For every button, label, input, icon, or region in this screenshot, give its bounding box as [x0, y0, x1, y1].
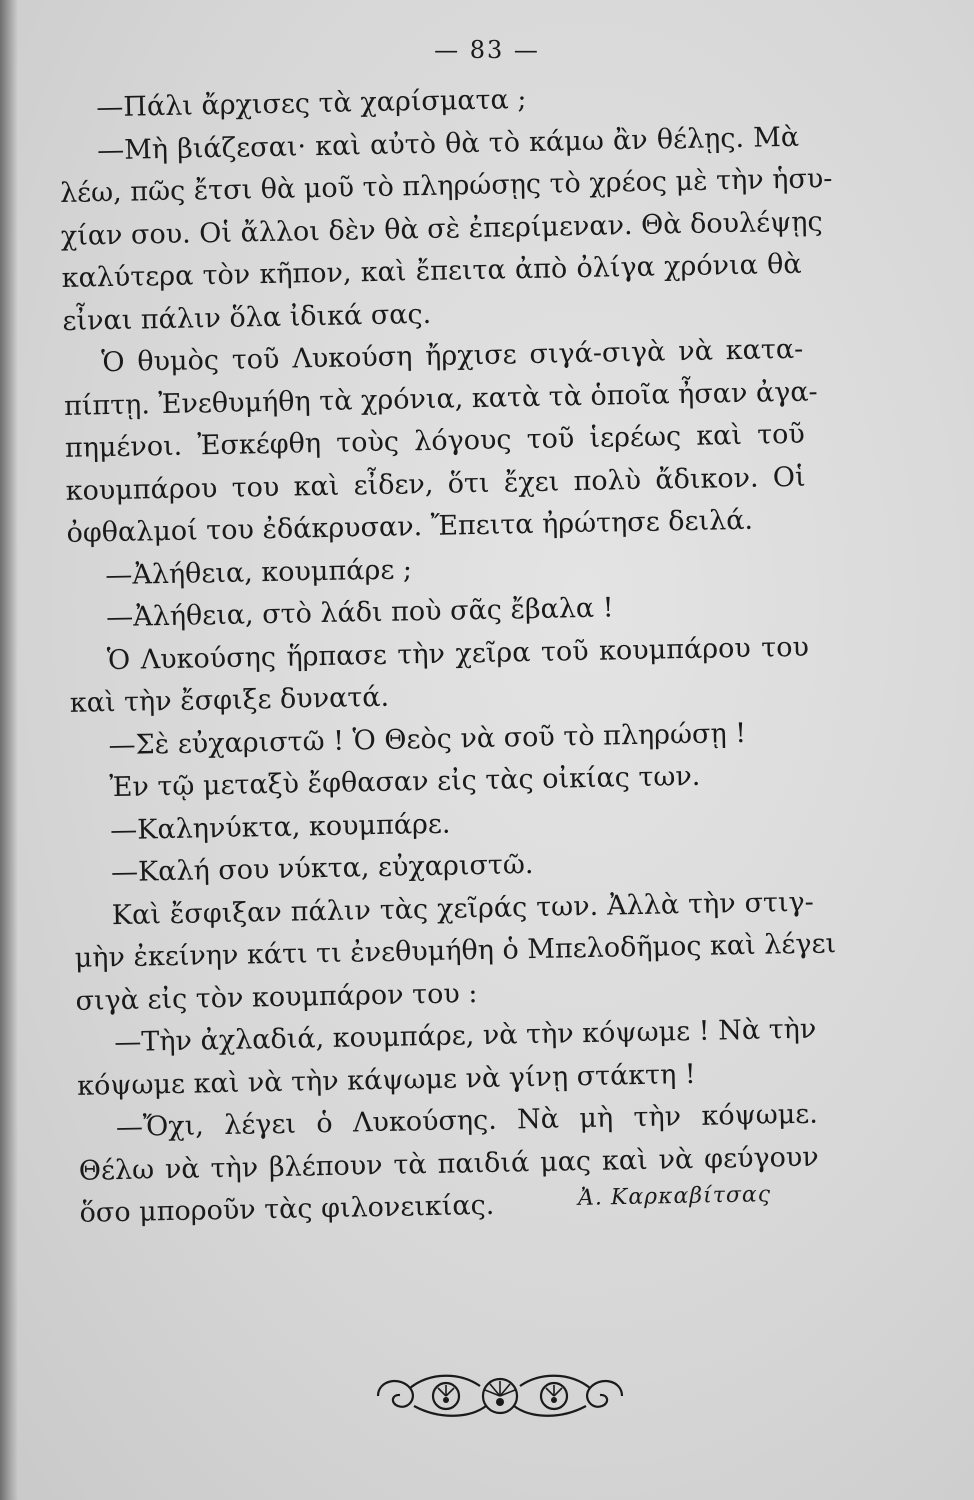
- text-line: ὅσο μποροῦν τὰς φιλονεικίας.: [79, 1189, 495, 1229]
- text-line: Ὁ θυμὸς τοῦ Λυκούση ἤρχισε σιγά-σιγὰ νὰ κατα-: [100, 333, 804, 379]
- text-line: καὶ τὴν ἔσφιξε δυνατά.: [69, 681, 390, 719]
- text-line: —Μὴ βιάζεσαι· καὶ αὐτὸ θὰ τὸ κάμω ἂν θέλῃς. Μὰ: [96, 121, 800, 166]
- text-line: καλύτερα τὸν κῆπον, καὶ ἔπειτα ἀπὸ ὀλίγα χρόνια θὰ: [61, 248, 802, 294]
- text-line: Θέλω νὰ τὴν βλέπουν τὰ παιδιά μας καὶ νὰ φεύγουν: [78, 1141, 819, 1187]
- text-line: σιγὰ εἰς τὸν κουμπάρον του :: [75, 977, 478, 1017]
- text-line: —Τὴν ἀχλαδιά, κουμπάρε, νὰ τὴν κόψωμε ! Νὰ τὴν: [114, 1013, 817, 1059]
- text-line: —Ὄχι, λέγει ὁ Λυκούσης. Νὰ μὴ τὴν κόψωμε.: [115, 1098, 819, 1144]
- text-line: εἶναι πάλιν ὅλα ἰδικά σας.: [62, 298, 432, 337]
- text-line: —Καληνύκτα, κουμπάρε.: [109, 808, 451, 846]
- text-line: κόψωμε καὶ νὰ τὴν κάψωμε νὰ γίνῃ στάκτη !: [76, 1058, 696, 1102]
- text-line: Ἐν τῷ μεταξὺ ἔφθασαν εἰς τὰς οἰκίας των.: [109, 760, 701, 804]
- text-line: —Ἀλήθεια, στὸ λάδι ποὺ σᾶς ἔβαλα !: [105, 592, 614, 634]
- text-line: —Καλή σου νύκτα, εὐχαριστῶ.: [110, 849, 534, 889]
- text-line: πίπτῃ. Ἐνεθυμήθη τὰ χρόνια, κατὰ τὰ ὁποῖα ἦσαν ἀγα-: [63, 375, 818, 422]
- body-text: [58, 74, 837, 1235]
- ornament-icon: [370, 1366, 630, 1422]
- text-line: —Σὲ εὐχαριστῶ ! Ὁ Θεὸς νὰ σοῦ τὸ πληρώσῃ !: [108, 717, 747, 761]
- text-line: —Ἀλήθεια, κουμπάρε ;: [105, 553, 413, 591]
- text-line: πημένοι. Ἐσκέφθη τοὺς λόγους τοῦ ἱερέως καὶ τοῦ: [64, 418, 806, 464]
- book-spine-shadow: [0, 0, 18, 1500]
- text-line: Ὁ Λυκούσης ἥρπασε τὴν χεῖρα τοῦ κουμπάρου του: [106, 631, 810, 676]
- author-signature: Ἀ. Καρκαβίτσας: [577, 1182, 772, 1211]
- text-line: —Πάλι ἄρχισες τὰ χαρίσματα ;: [96, 84, 527, 124]
- text-line: κουμπάρου του καὶ εἶδεν, ὅτι ἔχει πολὺ ἄδικον. Οἱ: [65, 461, 806, 507]
- text-line: χίαν σου. Οἱ ἄλλοι δὲν θὰ σὲ ἐπερίμεναν. Θὰ δουλέψῃς: [60, 205, 823, 252]
- text-line: μὴν ἐκείνην κάτι τι ἐνεθυμήθη ὁ Μπελοδῆμος καὶ λέγει: [74, 928, 837, 974]
- text-line: ὀφθαλμοί του ἐδάκρυσαν. Ἔπειτα ἠρώτησε δειλά.: [66, 504, 754, 549]
- text-line: Καὶ ἔσφιξαν πάλιν τὰς χεῖράς των. Ἀλλὰ τὴν στιγ-: [111, 886, 815, 931]
- text-line: λέω, πῶς ἔτσι θὰ μοῦ τὸ πληρώσῃς τὸ χρέος μὲ τὴν ἡσυ-: [59, 163, 833, 209]
- page-number: — 83 —: [434, 36, 540, 64]
